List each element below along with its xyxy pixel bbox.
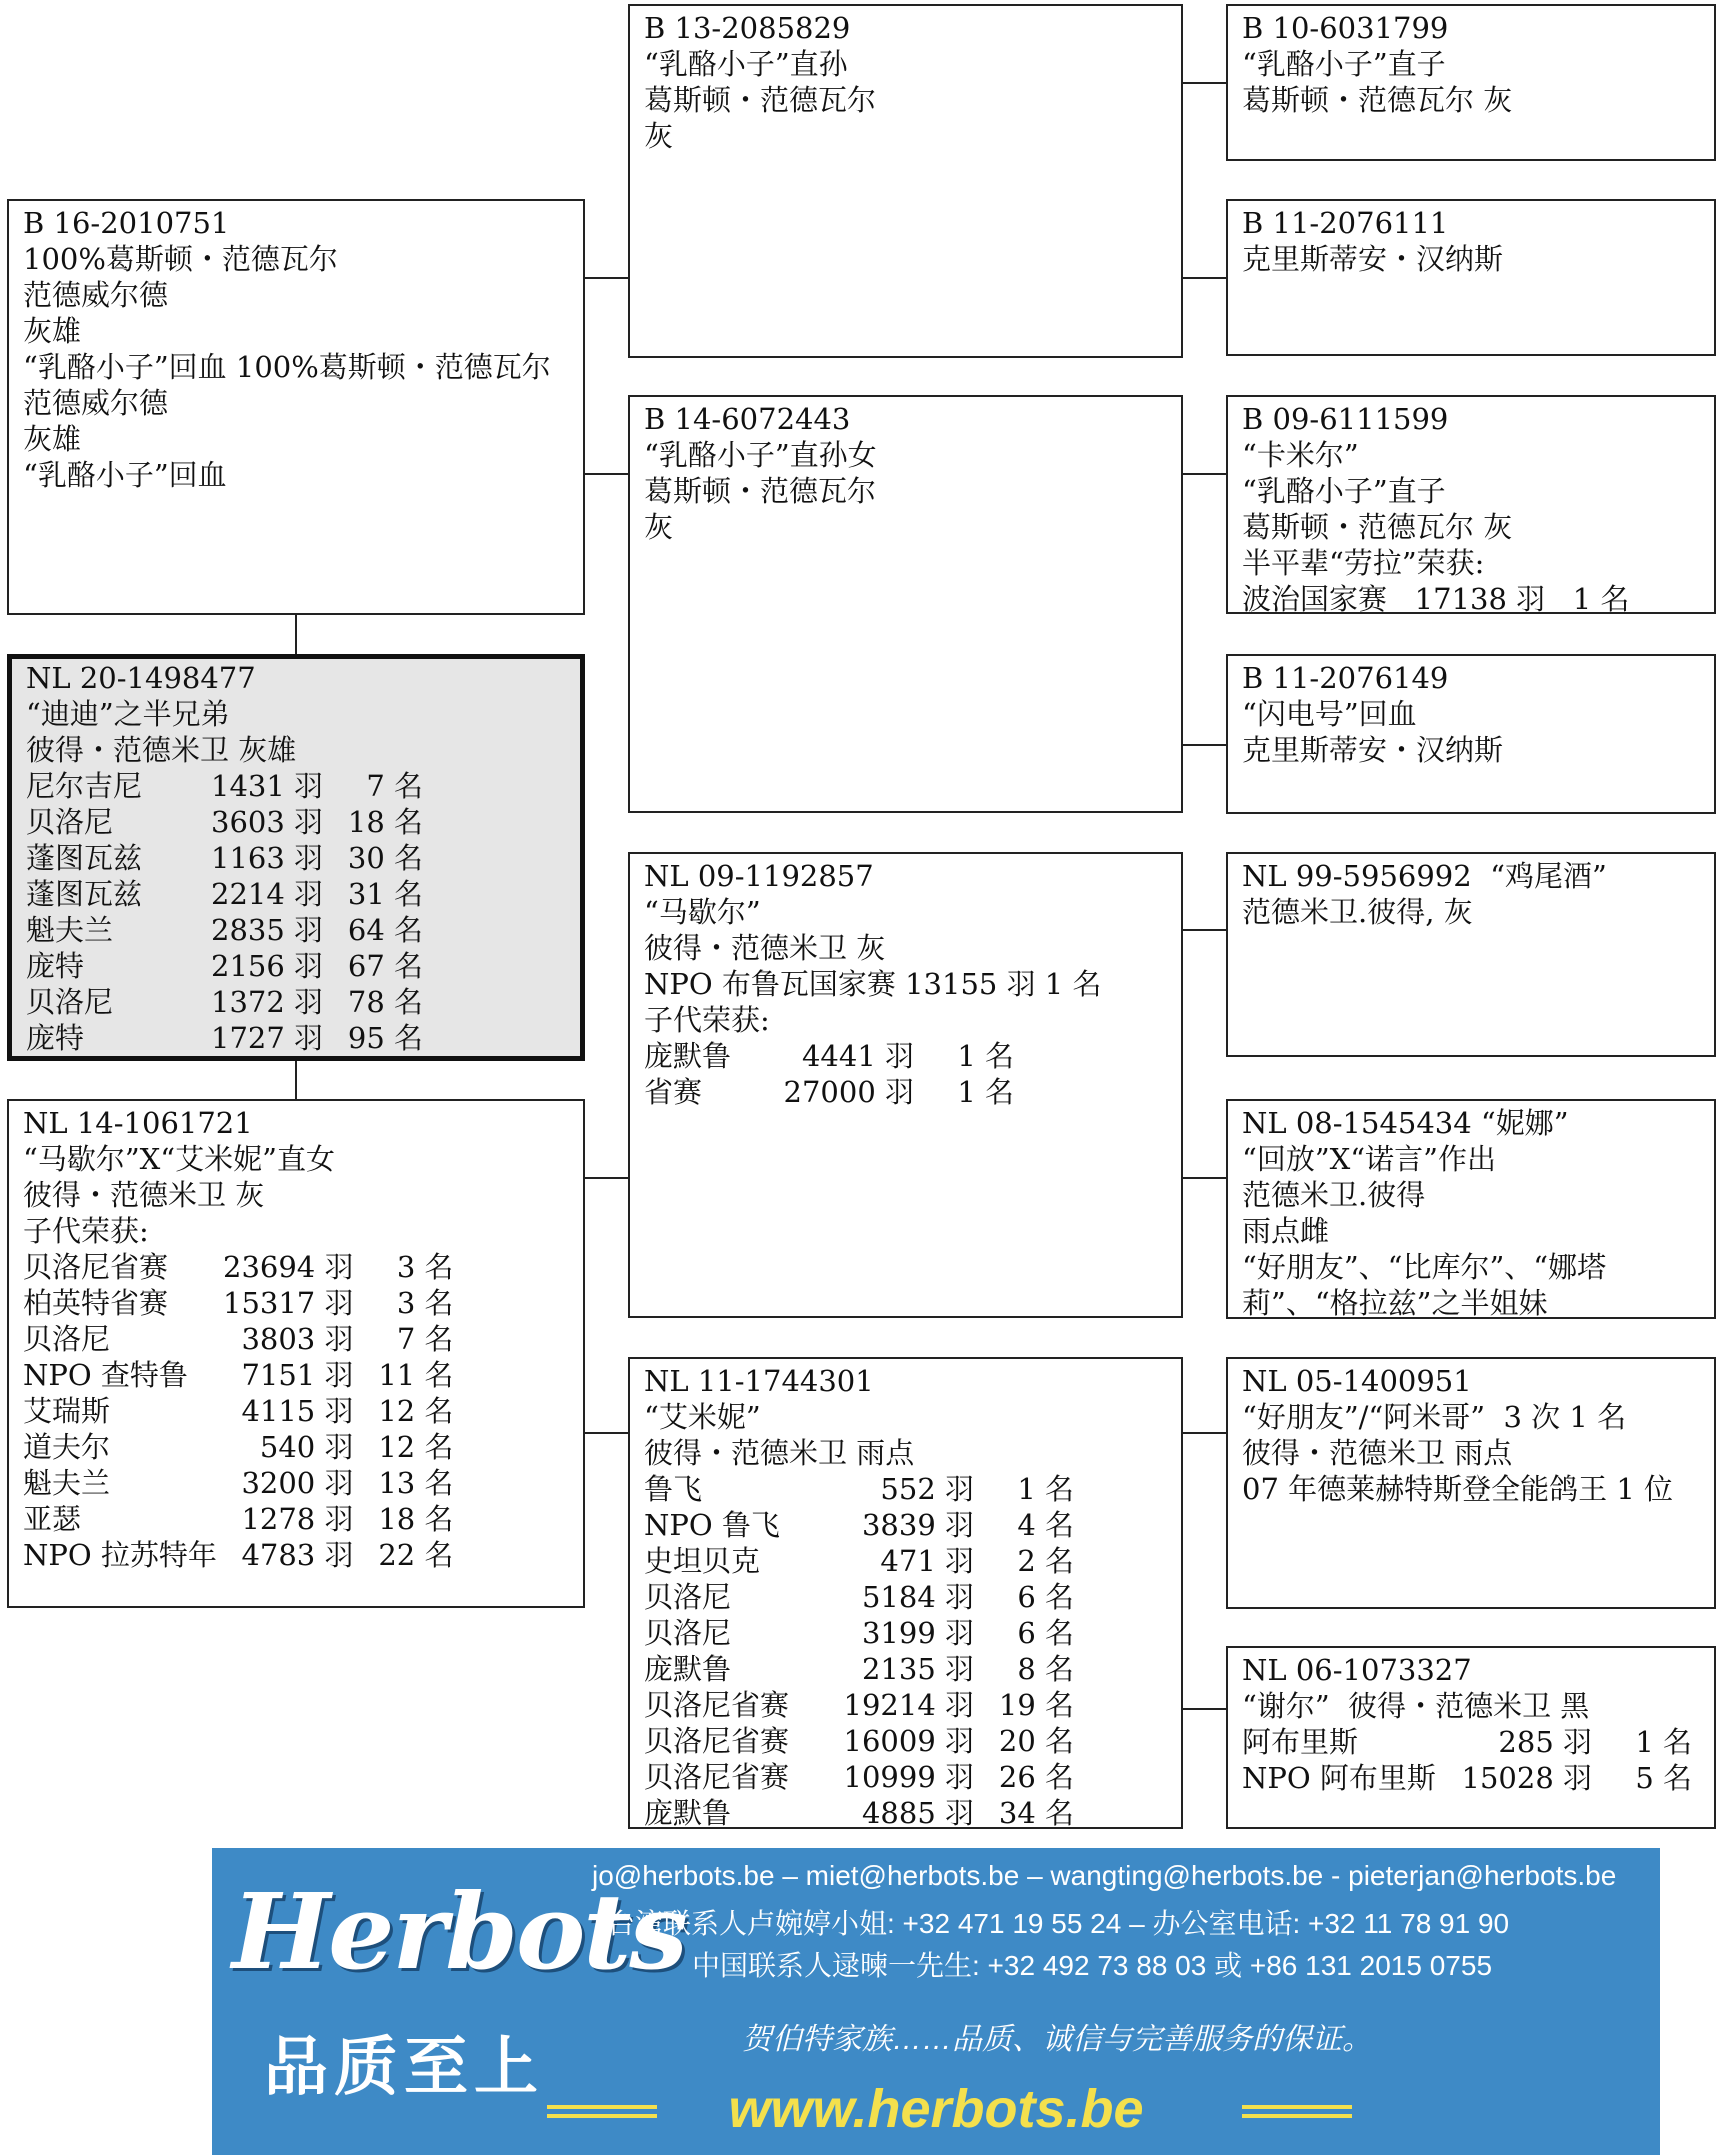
result-row	[1242, 1724, 1692, 1760]
sire-details: B 16-2010751 100%葛斯顿・范德瓦尔 范德威尔德 灰雄 “乳酪小子”回血 100%葛斯顿・范德瓦尔 范德威尔德 灰雄 “乳酪小子”回血	[23, 206, 551, 492]
placement: 31 名	[347, 877, 424, 911]
result-row	[23, 1429, 453, 1465]
dam-results	[23, 1249, 453, 1573]
subject-results	[26, 768, 423, 1056]
bird-count: 3603 羽	[211, 805, 324, 839]
achievement: NPO 布鲁瓦国家赛 13155 羽 1 名	[644, 967, 1102, 1001]
dd-results	[644, 1471, 1074, 1829]
placement: 34 名	[998, 1796, 1074, 1829]
connector	[584, 277, 628, 279]
connector	[1182, 744, 1227, 746]
race-location: 魁夫兰	[26, 913, 114, 947]
pigeon-name: “马歇尔”X“艾米妮”直女	[23, 1142, 335, 1176]
race-location: NPO 阿布里斯	[1242, 1761, 1436, 1795]
ring-number: NL 11-1744301	[644, 1364, 874, 1398]
sdd-card	[1226, 654, 1716, 814]
race-location: 贝洛尼	[26, 805, 114, 839]
race-location: 贝洛尼	[26, 985, 114, 1019]
sire-dam-card	[628, 395, 1183, 813]
result-row	[26, 1020, 423, 1056]
placement: 3 名	[396, 1250, 454, 1284]
placement: 6 名	[1017, 1616, 1074, 1650]
result-row	[644, 1615, 1074, 1651]
race-location: 贝洛尼省赛	[644, 1760, 790, 1794]
dam-sire-card	[628, 852, 1183, 1318]
bird-count: 1278 羽	[241, 1502, 354, 1536]
bird-count: 19214 羽	[843, 1688, 974, 1722]
race-location: 贝洛尼省赛	[644, 1688, 790, 1722]
race-location: 魁夫兰	[23, 1466, 111, 1500]
race-location: 庞特	[26, 1021, 85, 1055]
result-row	[644, 1651, 1074, 1687]
breeder-color: 彼得・范德米卫 灰	[644, 931, 886, 965]
sibling-heading: 半平辈“劳拉”荣获:	[1242, 546, 1485, 580]
dam-dam-card	[628, 1357, 1183, 1829]
race-location: 鲁飞	[644, 1472, 703, 1506]
color: 灰	[644, 119, 674, 153]
bird-count: 2214 羽	[211, 877, 324, 911]
race-location: 贝洛尼	[23, 1322, 111, 1356]
connector	[584, 1177, 628, 1179]
race-location: 史坦贝克	[644, 1544, 761, 1578]
result-row	[26, 912, 423, 948]
bird-count: 5184 羽	[861, 1580, 974, 1614]
results-table	[23, 1249, 453, 1573]
placement: 7 名	[366, 769, 424, 803]
placement: 8 名	[1017, 1652, 1074, 1686]
placement: 1 名	[957, 1039, 1014, 1073]
placement: 95 名	[347, 1021, 424, 1055]
result-row	[644, 1471, 1074, 1507]
decorative-rule	[1242, 2105, 1352, 2109]
bird-count: 285 羽	[1498, 1725, 1592, 1759]
placement: 1 名	[957, 1075, 1014, 1109]
race-location: 柏英特省赛	[23, 1286, 169, 1320]
bird-count: 16009 羽	[843, 1724, 974, 1758]
race-location: 庞默鲁	[644, 1796, 732, 1829]
pedigree-note: “闪电号”回血	[1242, 697, 1417, 731]
ring-number: B 13-2085829	[644, 11, 851, 45]
placement: 20 名	[998, 1724, 1074, 1758]
result-row	[23, 1465, 453, 1501]
placement: 19 名	[998, 1688, 1074, 1722]
result-row	[644, 1038, 1014, 1074]
race-location: 蓬图瓦兹	[26, 877, 143, 911]
race-location: 阿布里斯	[1242, 1725, 1359, 1759]
result-row	[26, 768, 423, 804]
connector	[1182, 1177, 1227, 1179]
results-table	[26, 768, 423, 1056]
bird-count: 1372 羽	[211, 985, 324, 1019]
result-row	[644, 1723, 1074, 1759]
taiwan-contact: 台湾联系人卢婉婷小姐: +32 471 19 55 24 – 办公室电话: +32 11 78 91 90	[607, 1908, 1510, 1939]
ring-number: NL 14-1061721	[23, 1106, 253, 1140]
result-row	[23, 1321, 453, 1357]
color: 雨点雌	[1242, 1214, 1330, 1248]
connector	[1182, 473, 1227, 475]
dds-details: NL 05-1400951 “好朋友”/“阿米哥” 3 次 1 名 彼得・范德米卫 雨点 07 年德莱赫特斯登全能鸽王 1 位	[1242, 1364, 1674, 1506]
dam-card	[7, 1099, 585, 1608]
connector	[1182, 1708, 1227, 1710]
race-location: NPO 拉苏特年	[23, 1538, 217, 1572]
dsd-card	[1226, 1099, 1716, 1319]
bird-count: 3199 羽	[861, 1616, 974, 1650]
result-row	[23, 1285, 453, 1321]
bird-count: 1727 羽	[211, 1021, 324, 1055]
breeder: 克里斯蒂安・汉纳斯	[1242, 242, 1504, 276]
placement: 22 名	[378, 1538, 454, 1572]
bird-count: 4115 羽	[241, 1394, 354, 1428]
breeder-color: 范德米卫.彼得, 灰	[1242, 895, 1473, 929]
race-location: 蓬图瓦兹	[26, 841, 143, 875]
race-location: 贝洛尼省赛	[23, 1250, 169, 1284]
race-location: 尼尔吉尼	[26, 769, 143, 803]
result-row	[644, 1795, 1074, 1829]
herbots-logo: Herbots	[232, 1870, 686, 1993]
bird-count: 471 羽	[880, 1544, 974, 1578]
ring-number-name: NL 99-5956992 “鸡尾酒”	[1242, 859, 1607, 893]
connector	[1182, 82, 1227, 84]
pigeon-name: “乳酪小子”直孙	[644, 47, 848, 81]
footer-banner	[212, 1848, 1660, 2155]
pigeon-name: “乳酪小子”直子	[1242, 47, 1446, 81]
result-row	[23, 1501, 453, 1537]
china-contact: 中国联系人逯暕一先生: +32 492 73 88 03 或 +86 131 2015 0755	[692, 1950, 1493, 1981]
race-location: 亚瑟	[23, 1502, 82, 1536]
slogan: 品质至上	[264, 2031, 544, 2105]
race-location: 贝洛尼	[644, 1616, 732, 1650]
result-row	[644, 1543, 1074, 1579]
breeder: 克里斯蒂安・汉纳斯	[1242, 733, 1504, 767]
bird-count: 3200 羽	[241, 1466, 354, 1500]
subject-pigeon-card	[7, 654, 585, 1061]
placement: 4 名	[1017, 1508, 1074, 1542]
breeder: 葛斯顿・范德瓦尔	[644, 83, 877, 117]
pigeon-name: “卡米尔”	[1242, 438, 1359, 472]
ring-number: B 11-2076149	[1242, 661, 1449, 695]
sibling-note: “好朋友”、“比库尔”、“娜塔莉”、“格拉兹”之半姐妹	[1242, 1250, 1607, 1319]
placement: 2 名	[1017, 1544, 1074, 1578]
race-location: 贝洛尼	[644, 1580, 732, 1614]
ds-results	[644, 1038, 1014, 1110]
result-row	[23, 1357, 453, 1393]
bird-count: 4885 羽	[861, 1796, 974, 1829]
bird-count: 10999 羽	[843, 1760, 974, 1794]
breeder-color: 彼得・范德米卫 雨点	[644, 1436, 915, 1470]
bird-count: 23694 羽	[223, 1250, 354, 1284]
race-location: 贝洛尼省赛	[644, 1724, 790, 1758]
breeder: 葛斯顿・范德瓦尔	[644, 474, 877, 508]
placement: 3 名	[396, 1286, 454, 1320]
dss-card	[1226, 852, 1716, 1057]
decorative-rule	[1242, 2114, 1352, 2118]
tagline: 贺伯特家族……品质、诚信与完善服务的保证。	[742, 2023, 1372, 2056]
bird-count: 4783 羽	[241, 1538, 354, 1572]
bird-count: 2135 羽	[861, 1652, 974, 1686]
ring-number-name: NL 08-1545434 “妮娜”	[1242, 1106, 1569, 1140]
placement: 7 名	[396, 1322, 454, 1356]
placement: 18 名	[347, 805, 424, 839]
placement: 18 名	[378, 1502, 454, 1536]
bird-count: 540 羽	[259, 1430, 354, 1464]
race-location: 艾瑞斯	[23, 1394, 111, 1428]
breeder-color: 彼得・范德米卫 灰雄	[26, 733, 297, 767]
offspring-heading: 子代荣获:	[23, 1214, 149, 1248]
placement: 6 名	[1017, 1580, 1074, 1614]
race-location: 庞默鲁	[644, 1039, 732, 1073]
breeder: 范德米卫.彼得	[1242, 1178, 1426, 1212]
pigeon-name-breeder: “谢尔” 彼得・范德米卫 黑	[1242, 1689, 1590, 1723]
result-row	[26, 984, 423, 1020]
sire-sire-card	[628, 4, 1183, 358]
race-location: 道夫尔	[23, 1430, 111, 1464]
bird-count: 3839 羽	[861, 1508, 974, 1542]
bird-count: 1163 羽	[211, 841, 324, 875]
result-row	[644, 1687, 1074, 1723]
results-table	[1242, 1724, 1692, 1796]
bird-count: 2156 羽	[211, 949, 324, 983]
ssd-card	[1226, 199, 1716, 356]
result-row	[644, 1507, 1074, 1543]
placement: 1 名	[1017, 1472, 1074, 1506]
placement: 5 名	[1635, 1761, 1692, 1795]
connector	[584, 1432, 628, 1434]
race-location: 省赛	[644, 1075, 703, 1109]
breeder-color: 彼得・范德米卫 灰	[23, 1178, 265, 1212]
offspring-heading: 子代荣获:	[644, 1003, 770, 1037]
placement: 78 名	[347, 985, 424, 1019]
bird-count: 2835 羽	[211, 913, 324, 947]
bird-count: 552 羽	[880, 1472, 974, 1506]
placement: 64 名	[347, 913, 424, 947]
result-row	[26, 876, 423, 912]
sss-card	[1226, 4, 1716, 161]
pigeon-name: “马歇尔”	[644, 895, 761, 929]
result-row	[26, 804, 423, 840]
pedigree-note: “乳酪小子”直子	[1242, 474, 1446, 508]
race-location: NPO 查特鲁	[23, 1358, 188, 1392]
pigeon-name: “迪迪”之半兄弟	[26, 697, 230, 731]
connector	[1182, 1432, 1227, 1434]
result-row	[1242, 1760, 1692, 1796]
bird-count: 1431 羽	[211, 769, 324, 803]
results-table	[644, 1471, 1074, 1829]
ring-number: NL 20-1498477	[26, 661, 256, 695]
connector	[295, 614, 297, 656]
connector	[1182, 929, 1227, 931]
bird-count: 15028 羽	[1461, 1761, 1592, 1795]
pigeon-name: “乳酪小子”直孙女	[644, 438, 877, 472]
bird-count: 4441 羽	[801, 1039, 914, 1073]
result-row	[644, 1579, 1074, 1615]
result-row	[26, 948, 423, 984]
color: 灰	[644, 510, 674, 544]
result-row	[644, 1074, 1014, 1110]
connector	[1182, 277, 1227, 279]
connector	[584, 473, 628, 475]
race-location: 庞默鲁	[644, 1652, 732, 1686]
placement: 11 名	[378, 1358, 454, 1392]
result-row	[26, 840, 423, 876]
ddd-card	[1226, 1646, 1716, 1829]
placement: 26 名	[998, 1760, 1074, 1794]
placement: 12 名	[378, 1430, 454, 1464]
bird-count: 7151 羽	[241, 1358, 354, 1392]
bird-count: 3803 羽	[241, 1322, 354, 1356]
dds-card	[1226, 1357, 1716, 1609]
ring-number: NL 09-1192857	[644, 859, 874, 893]
breeder-color: 葛斯顿・范德瓦尔 灰	[1242, 83, 1513, 117]
ring-number: NL 06-1073327	[1242, 1653, 1472, 1687]
placement: 13 名	[378, 1466, 454, 1500]
placement: 30 名	[347, 841, 424, 875]
result-row	[23, 1537, 453, 1573]
sds-card	[1226, 395, 1716, 614]
parentage: “回放”X“诺言”作出	[1242, 1142, 1496, 1176]
ring-number: B 10-6031799	[1242, 11, 1449, 45]
breeder-color: 葛斯顿・范德瓦尔 灰	[1242, 510, 1513, 544]
result-row	[644, 1759, 1074, 1795]
email-contacts[interactable]: jo@herbots.be – miet@herbots.be – wangting@herbots.be - pieterjan@herbots.be	[592, 1860, 1617, 1891]
ring-number: B 11-2076111	[1242, 206, 1449, 240]
race-location: 庞特	[26, 949, 85, 983]
placement: 1 名	[1635, 1725, 1692, 1759]
race-location: NPO 鲁飞	[644, 1508, 780, 1542]
result-row	[23, 1249, 453, 1285]
bird-count: 27000 羽	[783, 1075, 914, 1109]
connector	[295, 1059, 297, 1101]
placement: 67 名	[347, 949, 424, 983]
ddd-results	[1242, 1724, 1692, 1796]
placement: 12 名	[378, 1394, 454, 1428]
website-link[interactable]: www.herbots.be	[728, 2079, 1144, 2139]
achievement: 波治国家赛 17138 羽 1 名	[1242, 582, 1630, 614]
sire-card	[7, 199, 585, 615]
results-table	[644, 1038, 1014, 1110]
ring-number: B 09-6111599	[1242, 402, 1449, 436]
result-row	[23, 1393, 453, 1429]
ring-number: B 14-6072443	[644, 402, 851, 436]
pigeon-name: “艾米妮”	[644, 1400, 761, 1434]
bird-count: 15317 羽	[223, 1286, 354, 1320]
